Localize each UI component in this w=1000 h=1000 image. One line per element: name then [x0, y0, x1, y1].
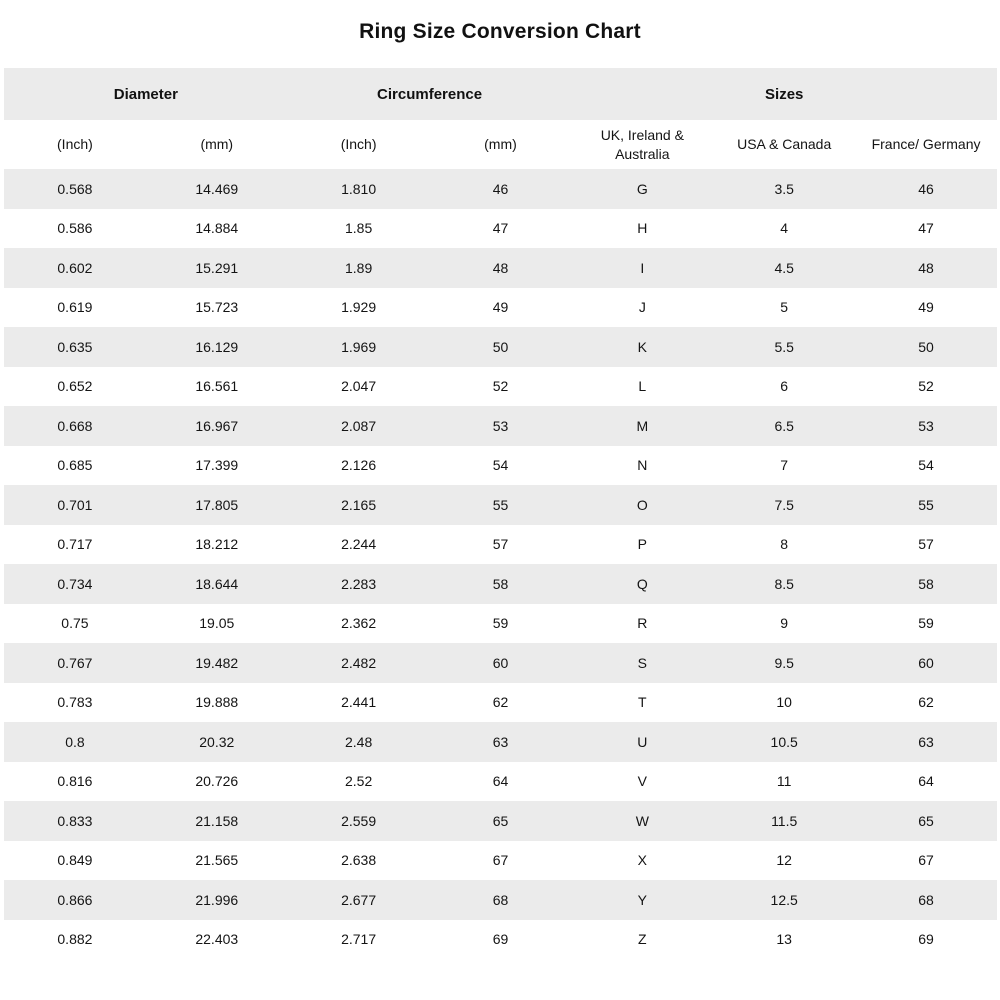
cell: 64: [430, 762, 572, 802]
table-row: [4, 801, 997, 841]
cell: 1.810: [288, 169, 430, 209]
cell: H: [571, 209, 713, 249]
cell: 8: [713, 525, 855, 565]
cell: 17.399: [146, 446, 288, 486]
cell: 57: [430, 525, 572, 565]
cell: 4.5: [713, 248, 855, 288]
cell: 62: [855, 683, 997, 723]
cell: 47: [855, 209, 997, 249]
cell: 55: [430, 485, 572, 525]
table-row: [4, 485, 997, 525]
cell: V: [571, 762, 713, 802]
cell: 8.5: [713, 564, 855, 604]
cell: 47: [430, 209, 572, 249]
cell: 60: [855, 643, 997, 683]
cell: 14.884: [146, 209, 288, 249]
cell: 69: [855, 920, 997, 960]
cell: 2.482: [288, 643, 430, 683]
column-header-row: [4, 120, 997, 169]
cell: 0.602: [4, 248, 146, 288]
table-row: [4, 920, 997, 960]
cell: L: [571, 367, 713, 407]
cell: 0.701: [4, 485, 146, 525]
cell: 2.283: [288, 564, 430, 604]
cell: Z: [571, 920, 713, 960]
cell: P: [571, 525, 713, 565]
table-row: [4, 525, 997, 565]
cell: 9.5: [713, 643, 855, 683]
group-header-diameter: Diameter: [4, 68, 288, 120]
cell: 9: [713, 604, 855, 644]
cell: 2.126: [288, 446, 430, 486]
cell: 0.668: [4, 406, 146, 446]
cell: 54: [430, 446, 572, 486]
table-row: [4, 683, 997, 723]
cell: 55: [855, 485, 997, 525]
cell: 0.568: [4, 169, 146, 209]
cell: 19.888: [146, 683, 288, 723]
cell: M: [571, 406, 713, 446]
cell: 0.816: [4, 762, 146, 802]
cell: 54: [855, 446, 997, 486]
cell: 48: [855, 248, 997, 288]
table-row: [4, 248, 997, 288]
cell: 58: [430, 564, 572, 604]
cell: 68: [430, 880, 572, 920]
cell: 6: [713, 367, 855, 407]
cell: 0.849: [4, 841, 146, 881]
cell: 48: [430, 248, 572, 288]
cell: 16.967: [146, 406, 288, 446]
cell: 65: [430, 801, 572, 841]
cell: 50: [855, 327, 997, 367]
cell: 69: [430, 920, 572, 960]
cell: Y: [571, 880, 713, 920]
cell: 18.212: [146, 525, 288, 565]
table-row: [4, 288, 997, 328]
cell: Q: [571, 564, 713, 604]
cell: 59: [855, 604, 997, 644]
cell: 19.05: [146, 604, 288, 644]
cell: 0.75: [4, 604, 146, 644]
table-row: [4, 762, 997, 802]
cell: 15.291: [146, 248, 288, 288]
cell: 14.469: [146, 169, 288, 209]
cell: 58: [855, 564, 997, 604]
cell: 57: [855, 525, 997, 565]
cell: 0.619: [4, 288, 146, 328]
table-row: [4, 327, 997, 367]
group-header-sizes: Sizes: [571, 68, 997, 120]
cell: 59: [430, 604, 572, 644]
cell: 2.677: [288, 880, 430, 920]
table-row: [4, 367, 997, 407]
cell: 16.561: [146, 367, 288, 407]
table-row: [4, 643, 997, 683]
cell: 2.362: [288, 604, 430, 644]
cell: R: [571, 604, 713, 644]
cell: 19.482: [146, 643, 288, 683]
cell: W: [571, 801, 713, 841]
table-body: [4, 169, 997, 959]
cell: 2.441: [288, 683, 430, 723]
cell: 1.969: [288, 327, 430, 367]
table-row: [4, 880, 997, 920]
cell: 62: [430, 683, 572, 723]
cell: 67: [855, 841, 997, 881]
table-row: [4, 406, 997, 446]
table-row: [4, 841, 997, 881]
cell: 2.717: [288, 920, 430, 960]
table-header: [4, 68, 997, 169]
cell: 0.734: [4, 564, 146, 604]
cell: 63: [430, 722, 572, 762]
cell: 67: [430, 841, 572, 881]
cell: 49: [430, 288, 572, 328]
cell: 10.5: [713, 722, 855, 762]
cell: 15.723: [146, 288, 288, 328]
cell: 0.652: [4, 367, 146, 407]
cell: N: [571, 446, 713, 486]
group-header-circumference: Circumference: [288, 68, 572, 120]
cell: 17.805: [146, 485, 288, 525]
cell: 0.783: [4, 683, 146, 723]
cell: 52: [855, 367, 997, 407]
cell: 7: [713, 446, 855, 486]
cell: O: [571, 485, 713, 525]
cell: 21.158: [146, 801, 288, 841]
cell: G: [571, 169, 713, 209]
cell: 13: [713, 920, 855, 960]
cell: 21.565: [146, 841, 288, 881]
cell: 2.48: [288, 722, 430, 762]
cell: 18.644: [146, 564, 288, 604]
cell: K: [571, 327, 713, 367]
cell: 46: [855, 169, 997, 209]
cell: 53: [855, 406, 997, 446]
cell: 0.685: [4, 446, 146, 486]
cell: 2.638: [288, 841, 430, 881]
cell: 46: [430, 169, 572, 209]
cell: 0.882: [4, 920, 146, 960]
cell: 3.5: [713, 169, 855, 209]
cell: 2.087: [288, 406, 430, 446]
cell: 5.5: [713, 327, 855, 367]
table-row: [4, 722, 997, 762]
cell: T: [571, 683, 713, 723]
cell: 0.717: [4, 525, 146, 565]
cell: 64: [855, 762, 997, 802]
cell: 0.586: [4, 209, 146, 249]
cell: X: [571, 841, 713, 881]
column-header-diameter-mm: (mm): [146, 120, 288, 169]
cell: 16.129: [146, 327, 288, 367]
cell: 11: [713, 762, 855, 802]
cell: 1.929: [288, 288, 430, 328]
cell: 0.8: [4, 722, 146, 762]
cell: I: [571, 248, 713, 288]
cell: 10: [713, 683, 855, 723]
cell: 50: [430, 327, 572, 367]
cell: 2.165: [288, 485, 430, 525]
table-row: [4, 604, 997, 644]
cell: 20.32: [146, 722, 288, 762]
cell: 6.5: [713, 406, 855, 446]
cell: J: [571, 288, 713, 328]
cell: 49: [855, 288, 997, 328]
page-title: Ring Size Conversion Chart: [359, 20, 641, 43]
table-row: [4, 169, 997, 209]
cell: 2.559: [288, 801, 430, 841]
cell: S: [571, 643, 713, 683]
cell: 12: [713, 841, 855, 881]
cell: 0.635: [4, 327, 146, 367]
cell: 20.726: [146, 762, 288, 802]
cell: 53: [430, 406, 572, 446]
cell: 2.52: [288, 762, 430, 802]
cell: 2.244: [288, 525, 430, 565]
column-header-france-germany: France/ Germany: [855, 120, 997, 169]
cell: 63: [855, 722, 997, 762]
cell: 52: [430, 367, 572, 407]
column-header-circumference-inch: (Inch): [288, 120, 430, 169]
cell: 2.047: [288, 367, 430, 407]
cell: 1.85: [288, 209, 430, 249]
column-header-usa-canada: USA & Canada: [713, 120, 855, 169]
table-row: [4, 446, 997, 486]
cell: 1.89: [288, 248, 430, 288]
cell: 22.403: [146, 920, 288, 960]
column-header-uk-ireland-australia: UK, Ireland & Australia: [571, 120, 713, 169]
cell: 21.996: [146, 880, 288, 920]
column-header-circumference-mm: (mm): [430, 120, 572, 169]
cell: 68: [855, 880, 997, 920]
cell: 60: [430, 643, 572, 683]
cell: 0.866: [4, 880, 146, 920]
ring-size-conversion-table: [4, 68, 997, 959]
cell: 11.5: [713, 801, 855, 841]
cell: U: [571, 722, 713, 762]
cell: 0.833: [4, 801, 146, 841]
table-row: [4, 564, 997, 604]
cell: 65: [855, 801, 997, 841]
cell: 7.5: [713, 485, 855, 525]
cell: 4: [713, 209, 855, 249]
cell: 5: [713, 288, 855, 328]
cell: 0.767: [4, 643, 146, 683]
table-row: [4, 209, 997, 249]
group-header-row: [4, 68, 997, 120]
cell: 12.5: [713, 880, 855, 920]
column-header-diameter-inch: (Inch): [4, 120, 146, 169]
